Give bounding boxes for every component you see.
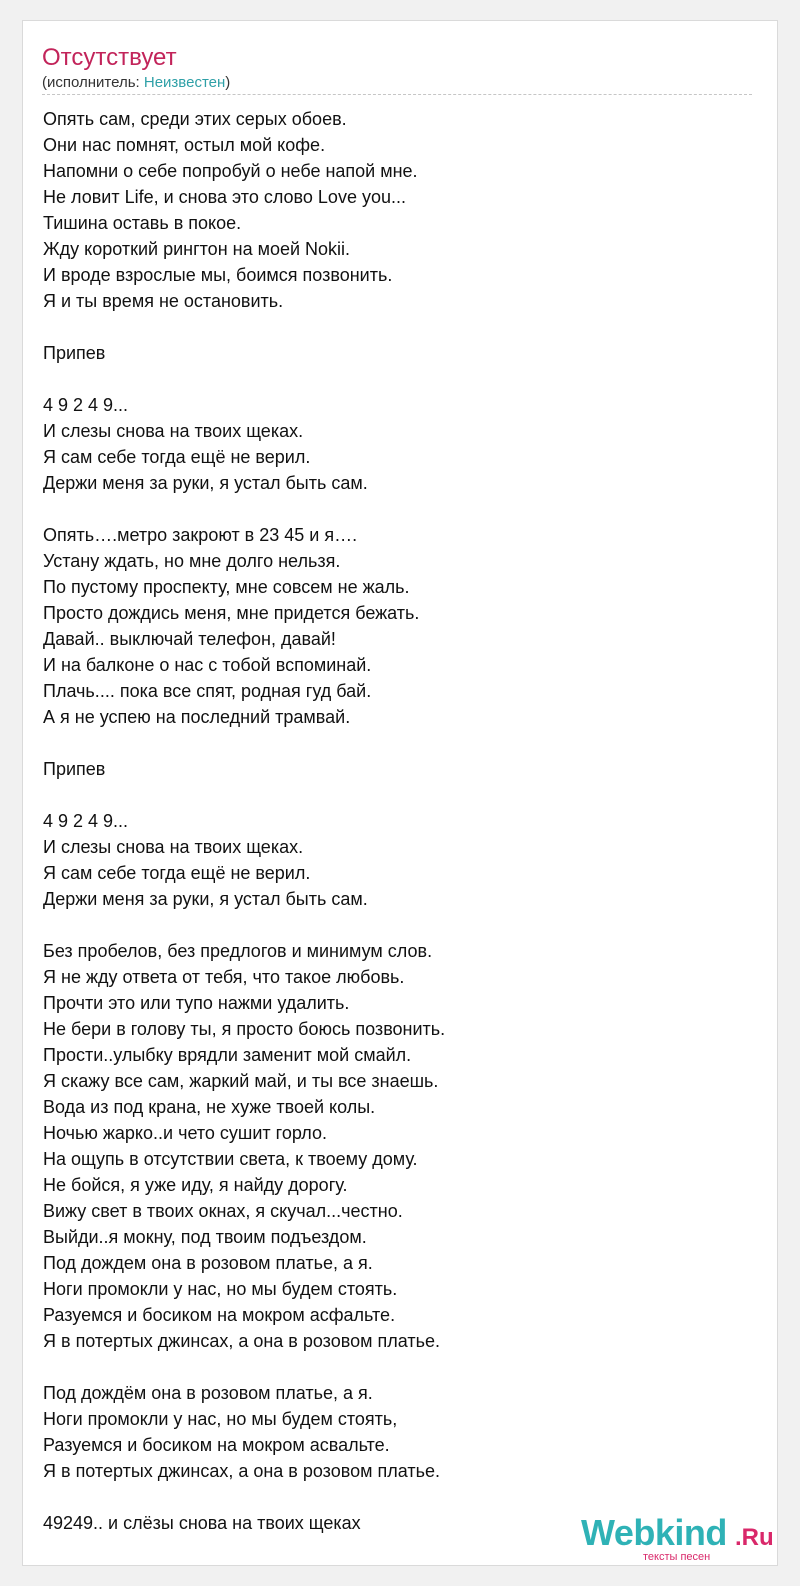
lyric-blank-line [43, 1354, 763, 1380]
lyrics-body [43, 106, 763, 1536]
lyric-line: Без пробелов, без предлогов и минимум слов. [43, 941, 433, 961]
lyric-line: Напомни о себе попробуй о небе напой мне. [43, 161, 418, 181]
lyric-line: Разуемся и босиком на мокром асвальте. [43, 1435, 390, 1455]
lyric-blank-line [43, 366, 763, 392]
lyric-line: Ноги промокли у нас, но мы будем стоять, [43, 1409, 398, 1429]
lyric-line: Ноги промокли у нас, но мы будем стоять. [43, 1279, 398, 1299]
lyrics-card [22, 20, 778, 1566]
lyric-line: Плачь.... пока все спят, родная гуд бай. [43, 681, 372, 701]
lyric-line: Тишина оставь в покое. [43, 213, 242, 233]
lyric-line: Просто дождись меня, мне придется бежать. [43, 603, 420, 623]
lyric-line: 49249.. и слёзы снова на твоих щеках [43, 1513, 361, 1533]
artist-suffix: ) [225, 74, 231, 91]
lyric-line: На ощупь в отсутствии света, к твоему дому. [43, 1149, 418, 1169]
logo-name: Webkind [581, 1512, 727, 1553]
logo-tagline: тексты песен [643, 1551, 711, 1563]
lyric-blank-line [43, 730, 763, 756]
lyric-line: Они нас помнят, остыл мой кофе. [43, 135, 326, 155]
lyric-blank-line [43, 1484, 763, 1510]
lyric-line: Не бойся, я уже иду, я найду дорогу. [43, 1175, 348, 1195]
lyric-line: Прости..улыбку врядли заменит мой смайл. [43, 1045, 412, 1065]
lyric-line: Опять….метро закроют в 23 45 и я…. [43, 525, 358, 545]
lyric-line: Опять сам, среди этих серых обоев. [43, 109, 347, 129]
artist-line [42, 74, 230, 92]
lyric-blank-line [43, 314, 763, 340]
lyric-line: Я и ты время не остановить. [43, 291, 284, 311]
logo-domain: .Ru [735, 1524, 774, 1551]
lyric-line: Прочти это или тупо нажми удалить. [43, 993, 350, 1013]
lyric-line: Разуемся и босиком на мокром асфальте. [43, 1305, 396, 1325]
site-logo[interactable] [581, 1512, 774, 1563]
lyric-line: Я скажу все сам, жаркий май, и ты все знаешь. [43, 1071, 439, 1091]
lyric-line: Держи меня за руки, я устал быть сам. [43, 473, 368, 493]
lyric-blank-line [43, 782, 763, 808]
lyric-line: Жду короткий рингтон на моей Nokii. [43, 239, 351, 259]
lyric-line: Вода из под крана, не хуже твоей колы. [43, 1097, 376, 1117]
lyric-line: Под дождем она в розовом платье, а я. [43, 1253, 373, 1273]
lyric-blank-line [43, 912, 763, 938]
lyric-line: Не бери в голову ты, я просто боюсь позвонить. [43, 1019, 446, 1039]
lyric-line: Ночью жарко..и чето сушит горло. [43, 1123, 327, 1143]
lyric-line: И слезы снова на твоих щеках. [43, 837, 304, 857]
title-divider [42, 94, 752, 95]
lyric-line: А я не успею на последний трамвай. [43, 707, 351, 727]
lyric-line: Давай.. выключай телефон, давай! [43, 629, 336, 649]
song-title: Отсутствует [42, 44, 177, 71]
lyric-line: Я сам себе тогда ещё не верил. [43, 447, 311, 467]
lyric-line: Устану ждать, но мне долго нельзя. [43, 551, 341, 571]
lyric-line: И слезы снова на твоих щеках. [43, 421, 304, 441]
lyric-line: По пустому проспекту, мне совсем не жаль. [43, 577, 410, 597]
lyric-line: Я в потертых джинсах, а она в розовом платье. [43, 1461, 440, 1481]
lyric-line: Выйди..я мокну, под твоим подъездом. [43, 1227, 367, 1247]
lyric-line: 4 9 2 4 9... [43, 395, 129, 415]
lyric-line: И на балконе о нас с тобой вспоминай. [43, 655, 372, 675]
lyric-line: Я не жду ответа от тебя, что такое любовь. [43, 967, 405, 987]
lyric-line: Припев [43, 343, 106, 363]
lyric-line: И вроде взрослые мы, боимся позвонить. [43, 265, 393, 285]
lyric-line: 4 9 2 4 9... [43, 811, 129, 831]
lyric-line: Вижу свет в твоих окнах, я скучал...честно. [43, 1201, 403, 1221]
lyric-blank-line [43, 496, 763, 522]
lyric-line: Я сам себе тогда ещё не верил. [43, 863, 311, 883]
lyric-line: Я в потертых джинсах, а она в розовом платье. [43, 1331, 440, 1351]
lyric-line: Не ловит Life, и снова это слово Love you... [43, 187, 406, 207]
lyric-line: Держи меня за руки, я устал быть сам. [43, 889, 368, 909]
lyric-line: Припев [43, 759, 106, 779]
artist-link[interactable]: Неизвестен [143, 74, 226, 91]
lyric-line: Под дождём она в розовом платье, а я. [43, 1383, 373, 1403]
artist-prefix: (исполнитель: [42, 74, 144, 91]
